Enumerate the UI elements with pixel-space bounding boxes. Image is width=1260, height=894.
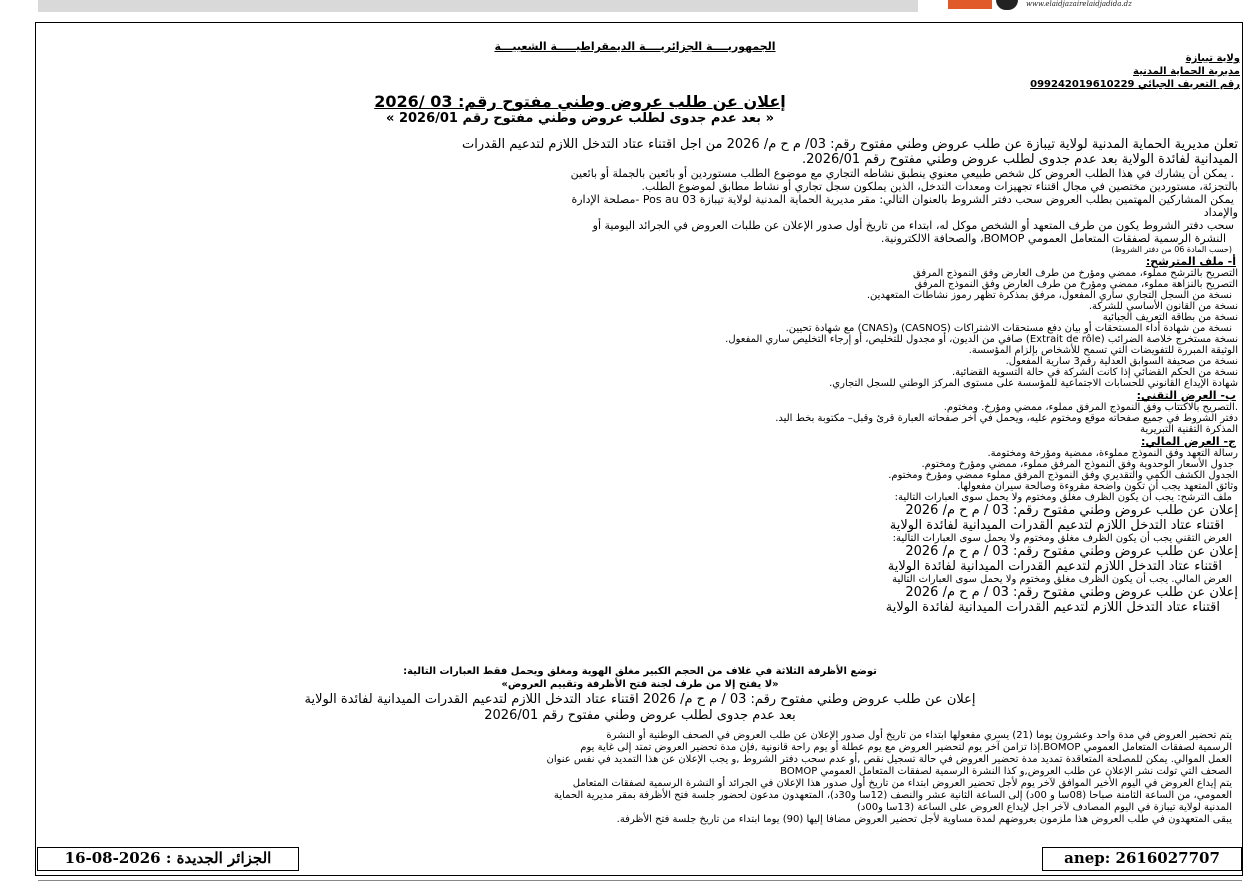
wilaya-name: ولاية تيبازة <box>1185 53 1240 64</box>
announcement-subtitle: « بعد عدم جدوى لطلب عروض وطني مفتوح رقم 2026/01 » <box>386 111 774 126</box>
directorate-name: مديرية الحماية المدنية <box>1133 66 1240 77</box>
body-line: نسخة مستخرج خلاصة الضرائب (Extrait de rôle) صافي من الديون، أو مجدول للتخليص، أو إرجاء التخليص ساري المفعول. <box>725 334 1238 345</box>
body-line: نسخة من السجل التجاري ساري المفعول، مرفق بمذكرة تظهر رموز نشاطات المتعهدين. <box>866 290 1232 301</box>
envelope-reference: إعلان عن طلب عروض وطني مفتوح رقم: 03 / م ح م/ 2026 اقتناء عتاد التدخل اللازم لتدعيم القدرات الميدانية لفائدة الولاية <box>304 692 976 707</box>
body-line: شهادة الإيداع القانوني للحسابات الاجتماعية للمؤسسة على مستوى المركز الوطني للسجل التجاري. <box>829 378 1238 389</box>
body-line: النشرة الرسمية لصفقات المتعامل العمومي BOMOP، والصحافة الالكترونية. <box>880 232 1226 245</box>
body-line: سحب دفتر الشروط يكون من طرف المتعهد أو الشخص موكل له، ابتداء من تاريخ أول صدور الإعلان عن طلبات العروض في الجرائد اليومية أو <box>592 219 1234 232</box>
body-line: ج- العرض المالي: <box>1141 435 1236 448</box>
top-gray-bar <box>38 0 918 12</box>
body-line: ملف الترشح: يجب أن يكون الظرف مغلق ومختوم ولا يحمل سوى العبارات التالية: <box>894 492 1232 503</box>
body-line: إعلان عن طلب عروض وطني مفتوح رقم: 03 / م ح م/ 2026 <box>905 503 1238 518</box>
body-line: نسخة من الحكم القضائي إذا كانت الشركة في حالة التسوية القضائية. <box>951 367 1238 378</box>
republic-title: الجمهوريــــة الجزائريــــة الديمقراطيـــــة الشعبيـــة <box>494 40 776 53</box>
body-line: إعلان عن طلب عروض وطني مفتوح رقم: 03 / م ح م/ 2026 <box>905 585 1238 600</box>
body-line: جدول الأسعار الوحدوية وفق النموذج المرفق مملوء، ممضي ومؤرخ ومختوم. <box>921 459 1234 470</box>
envelope-warning: «لا يفتح إلا من طرف لجنة فتح الأظرفة وتقييم العروض» <box>501 679 779 690</box>
body-line: العرض المالي. يجب أن يكون الظرف مغلق ومختوم ولا يحمل سوى العبارات التالية <box>892 574 1232 585</box>
closing-line: الرسمية لصفقات المتعامل العمومي BOMOP.إذا تزامن آخر يوم لتحضير العروض مع يوم عطلة أو يوم راحة قانونية ,فإن مدة تحضير العروض تمتد إلى غاية يوم <box>580 742 1232 753</box>
body-line: العرض التقني يجب أن يكون الظرف مغلق ومختوم ولا يحمل سوى العبارات التالية: <box>892 533 1232 544</box>
body-line: نسخة من شهادة أداء المستحقات أو بيان دفع مستحقات الاشتراكات (CASNOS) و(CNAS) مع شهادة تحيين. <box>785 323 1232 334</box>
body-line: نسخة من القانون الأساسي للشركة. <box>1088 301 1238 312</box>
closing-line: العمل الموالي. يمكن للمصلحة المتعاقدة تمديد مدة تحضير العروض في حالة تسجيل نقص ,أو عدم سحب دفتر الشروط ,و يجب الإعلان عن هذا التمديد في نفس عنوان <box>546 754 1232 765</box>
body-line: الجدول الكشف الكمي والتقديري وفق النموذج المرفق مملوء ممضي ومؤرخ ومختوم. <box>888 470 1238 481</box>
body-line: يمكن المشاركين المهتمين بطلب العروض سحب دفتر الشروط بالعنوان التالي: مقر مديرية الحماية المدنية لولاية تيبازة Pos au 03 -مصلحة الإدارة <box>571 193 1234 206</box>
newspaper-url: www.elaidjazairelaidjadida.dz <box>1026 0 1132 8</box>
body-line: . يمكن أن يشارك في هذا الطلب العروض كل شخص طبيعي معنوي ينطبق نشاطه التجاري مع موضوع الطلب مستوردين أو بائعين بالجملة أو بائعين <box>570 167 1234 180</box>
logo-mark-icon <box>996 0 1018 10</box>
body-line: تعلن مديرية الحماية المدنية لولاية تيبازة عن طلب عروض وطني مفتوح رقم: 03/ م ح م/ 2026 من اجل اقتناء عتاد التدخل اللازم لتدعيم القدرات <box>462 137 1238 152</box>
body-line: التصريح بالنزاهة مملوء، ممضي ومؤرخ من طرف العارض وفق النموذج المرفق <box>914 279 1238 290</box>
envelope-instruction: توضع الأظرفة الثلاثة في غلاف من الحجم الكبير مغلق الهوية ومغلق ويحمل فقط العبارات التالية: <box>403 666 877 677</box>
closing-line: الصحف التي تولت نشر الإعلان عن طلب العروض,و كذا النشرة الرسمية لصفقات المتعامل العمومي BOMOP <box>780 766 1232 777</box>
bottom-rule <box>38 880 1242 887</box>
body-line: اقتناء عتاد التدخل اللازم لتدعيم القدرات الميدانية لفائدة الولاية <box>887 559 1222 574</box>
body-line: المذكرة التقنية التبريرية <box>1140 424 1238 435</box>
body-line: دفتر الشروط في جميع صفحاته موقع ومختوم عليه، ويحمل في آخر صفحاته العبارة قرئ وقبل– مكتوبة بخط اليد. <box>775 413 1238 424</box>
closing-line: يتم تحضير العروض في مدة واحد وعشرون يوما (21) يسري مفعولها ابتداء من تاريخ أول صدور الإعلان عن طلب العروض في الصحف الوطنية أو النشرة <box>606 730 1232 741</box>
body-line: (حسب المادة 06 من دفتر الشروط) <box>1111 245 1232 254</box>
closing-line: العمومي، من الساعة الثامنة صباحا (08سا و 00د) إلى الساعة الثانية عشر والنصف (12سا و30د)، المتعهدون مدعون لحضور جلسة فتح الأظرفة بمقر مديرية الحماية <box>553 790 1232 801</box>
body-line: نسخة من صحيفة السوابق العدلية رقم3 سارية المفعول. <box>1005 356 1238 367</box>
closing-line: يبقى المتعهدون في طلب العروض هذا ملزمون بعروضهم لمدة مساوية لأجل تحضير العروض مضافا إليها (90) يوما ابتداء من تاريخ جلسة فتح الأظرفة. <box>616 814 1232 825</box>
body-line: اقتناء عتاد التدخل اللازم لتدعيم القدرات الميدانية لفائدة الولاية <box>885 600 1220 615</box>
newspaper-logo <box>948 0 1260 14</box>
body-line: الميدانية لفائدة الولاية بعد عدم جدوى لطلب عروض وطني مفتوح رقم 2026/01. <box>802 152 1238 167</box>
body-line: التصريح بالترشح مملوء، ممضي ومؤرخ من طرف العارض وفق النموذج المرفق <box>913 268 1238 279</box>
tax-id: رقم التعريف الجبائي 099242019610229 <box>1030 79 1240 90</box>
body-line: اقتناء عتاد التدخل اللازم لتدعيم القدرات الميدانية لفائدة الولاية <box>889 518 1224 533</box>
body-line: رسالة التعهد وفق النموذج مملوءة، ممضية ومؤرخة ومختومة. <box>987 448 1238 459</box>
body-line: ب- العرض التقني: <box>1136 389 1236 402</box>
closing-line: المدنية لولاية تيبازة في اليوم المصادف لآخر اجل لإيداع العروض على الساعة (13سا و00د) <box>856 802 1232 813</box>
body-line: والإمداد <box>1203 206 1238 219</box>
body-line: الوثيقة المبررة للتفويضات التي تسمح للأشخاص بإلزام المؤسسة. <box>968 345 1238 356</box>
logo-red-block <box>948 0 992 9</box>
envelope-reference-2: بعد عدم جدوى لطلب عروض وطني مفتوح رقم 2026/01 <box>484 708 796 723</box>
body-line: وثائق المتعهد يجب أن تكون واضحة مقروءة وصالحة سيران مفعولها. <box>957 481 1238 492</box>
body-line: نسخة من بطاقة التعريف الجبائية <box>1102 312 1238 323</box>
announcement-title: إعلان عن طلب عروض وطني مفتوح رقم: 03 /2026 <box>374 92 786 111</box>
anep-reference-box: anep: 2616027707 <box>1042 847 1242 871</box>
closing-line: يتم إيداع العروض في اليوم الأخير الموافق لآخر يوم لأجل تحضير العروض ابتداء من تاريخ أول صدور هذا الإعلان في الجرائد أو النشرة الرسمية لصفقات المتعامل <box>572 778 1232 789</box>
body-line: إعلان عن طلب عروض وطني مفتوح رقم: 03 / م ح م/ 2026 <box>905 544 1238 559</box>
body-line: .التصريح بالاكتتاب وفق النموذج المرفق مملوء، ممضي ومؤرخ. ومختوم. <box>943 402 1238 413</box>
body-line: بالتجزئة، مستوردين مختصين في مجال اقتناء تجهيزات ومعدات التدخل، الذين يملكون سجل تجاري أو نشاط مطابق لموضوع الطلب. <box>641 180 1238 193</box>
body-line: أ- ملف المترشح: <box>1145 255 1236 268</box>
newspaper-date-box: الجزائر الجديدة : 2026-08-16 <box>37 847 299 871</box>
